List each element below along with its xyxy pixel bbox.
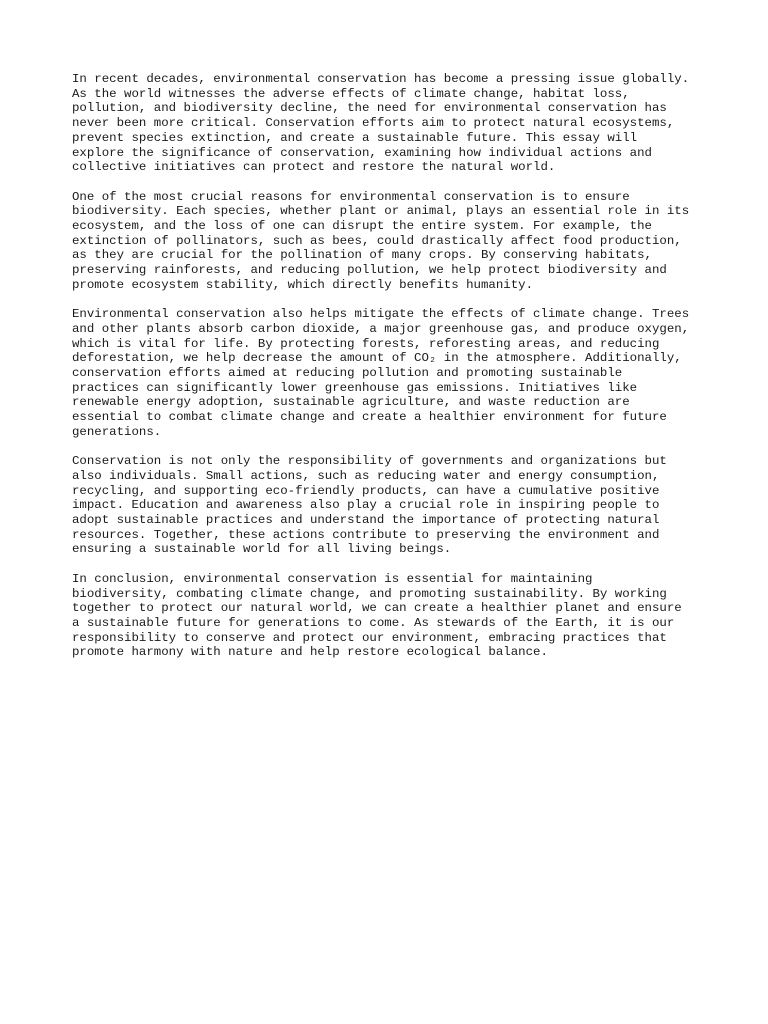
paragraph-climate-change: Environmental conservation also helps mitigate the effects of climate change. Trees and other plants absorb carbon dioxide, a major greenhouse gas, and produce oxygen, which is vital for life. By protecting forests, reforesting areas, and reducing deforestation, we help decrease the amount of CO₂ in the atmosphere. Additionally, conservation efforts aimed at reducing pollution and promoting sustainable practices can significantly lower greenhouse gas emissions. Initiatives like renewable energy adoption, sustainable agriculture, and waste reduction are essential to combat climate change and create a healthier environment for future generations.: [72, 307, 690, 439]
paragraph-intro: In recent decades, environmental conservation has become a pressing issue globally. As the world witnesses the adverse effects of climate change, habitat loss, pollution, and biodiversity decline, the need for environmental conservation has never been more critical. Conservation efforts aim to protect natural ecosystems, prevent species extinction, and create a sustainable future. This essay will explore the significance of conservation, examining how individual actions and collective initiatives can protect and restore the natural world.: [72, 72, 690, 175]
paragraph-conclusion: In conclusion, environmental conservation is essential for maintaining biodiversity, combating climate change, and promoting sustainability. By working together to protect our natural world, we can create a healthier planet and ensure a sustainable future for generations to come. As stewards of the Earth, it is our responsibility to conserve and protect our environment, embracing practices that promote harmony with nature and help restore ecological balance.: [72, 571, 682, 660]
essay-body: [72, 72, 712, 675]
paragraph-biodiversity: One of the most crucial reasons for environmental conservation is to ensure biodiversity. Each species, whether plant or animal, plays an essential role in its ecosystem, and the loss of one can disrupt the entire system. For example, the extinction of pollinators, such as bees, could drastically affect food production, as they are crucial for the pollination of many crops. By conserving habitats, preserving rainforests, and reducing pollution, we help protect biodiversity and promote ecosystem stability, which directly benefits humanity.: [72, 189, 690, 292]
paragraph-responsibility: Conservation is not only the responsibility of governments and organizations but also individuals. Small actions, such as reducing water and energy consumption, recycling, and supporting eco-friendly products, can have a cumulative positive impact. Education and awareness also play a crucial role in inspiring people to adopt sustainable practices and understand the importance of protecting natural resources. Together, these actions contribute to preserving the environment and ensuring a sustainable world for all living beings.: [72, 454, 667, 557]
